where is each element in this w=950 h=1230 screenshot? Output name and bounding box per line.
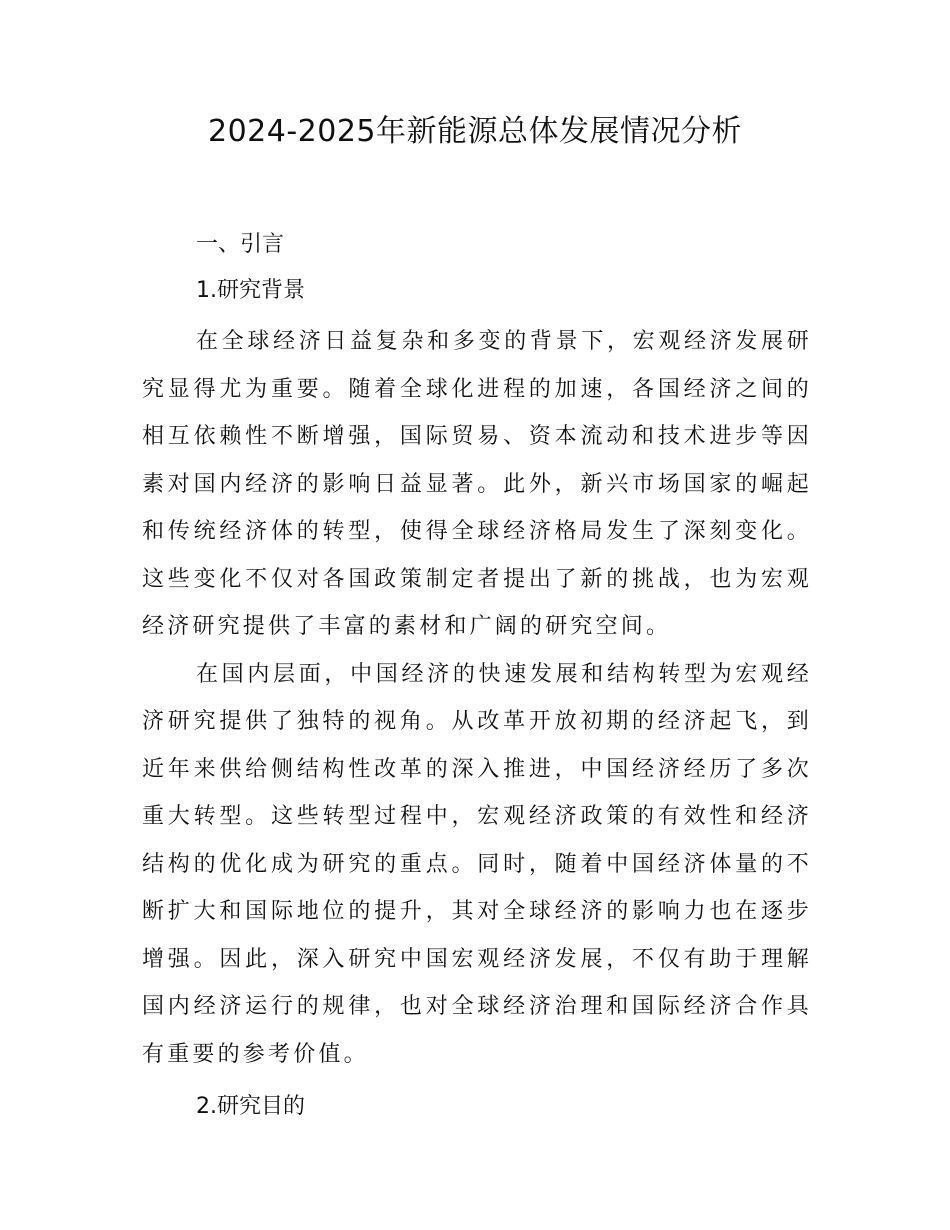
subsection-heading-research-purpose: 2.研究目的	[196, 1094, 305, 1119]
document-body	[142, 226, 812, 1126]
paragraph-background-2: 在国内层面，中国经济的快速发展和结构转型为宏观经济研究提供了独特的视角。从改革开放初期的经济起飞，到近年来供给侧结构性改革的深入推进，中国经济经历了多次重大转型。这些转型过程中，宏观经济政策的有效性和经济结构的优化成为研究的重点。同时，随着中国经济体量的不断扩大和国际地位的提升，其对全球经济的影响力也在逐步增强。因此，深入研究中国宏观经济发展，不仅有助于理解国内经济运行的规律，也对全球经济治理和国际经济合作具有重要的参考价值。	[142, 661, 812, 1067]
paragraph-background-1: 在全球经济日益复杂和多变的背景下，宏观经济发展研究显得尤为重要。随着全球化进程的加速，各国经济之间的相互依赖性不断增强，国际贸易、资本流动和技术进步等因素对国内经济的影响日益显著。此外，新兴市场国家的崛起和传统经济体的转型，使得全球经济格局发生了深刻变化。这些变化不仅对各国政策制定者提出了新的挑战，也为宏观经济研究提供了丰富的素材和广阔的研究空间。	[142, 329, 812, 639]
section-heading-introduction: 一、引言	[196, 232, 285, 257]
subsection-heading-research-background: 1.研究背景	[196, 278, 305, 303]
document-title: 2024-2025年新能源总体发展情况分析	[207, 114, 743, 149]
